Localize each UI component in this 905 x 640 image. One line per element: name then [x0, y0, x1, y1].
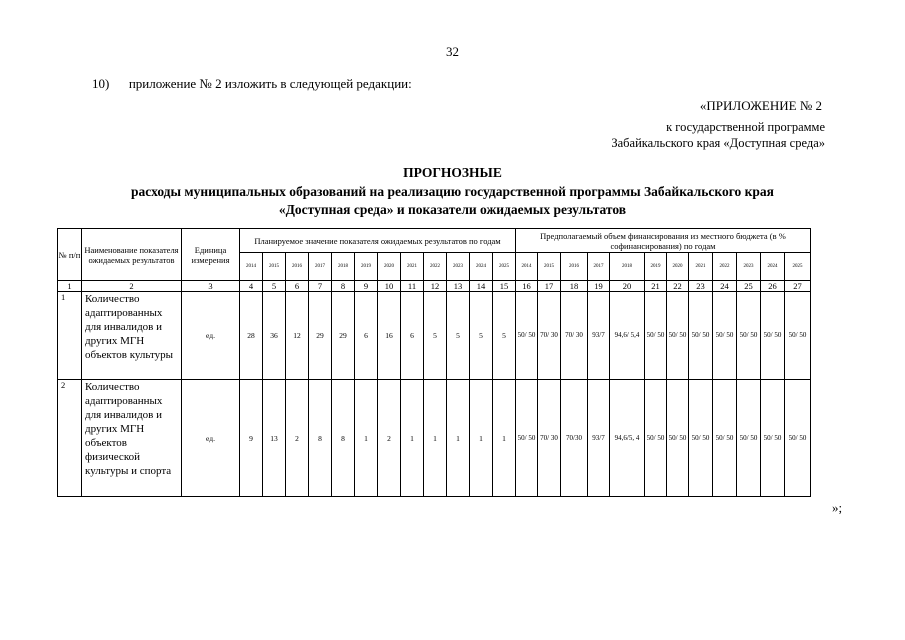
funding-year-header: 2019	[645, 253, 667, 281]
column-number: 24	[713, 281, 737, 292]
funding-value: 50/ 50	[761, 380, 785, 497]
header-unit: Единица измерения	[182, 229, 240, 281]
funding-value: 50/ 50	[713, 380, 737, 497]
planned-value: 1	[401, 380, 424, 497]
funding-value: 94,6/5, 4	[610, 380, 645, 497]
document-heading: ПРОГНОЗНЫЕ	[403, 165, 502, 180]
column-number: 27	[785, 281, 811, 292]
funding-year-header: 2018	[610, 253, 645, 281]
planned-value: 1	[355, 380, 378, 497]
funding-value: 50/ 50	[689, 380, 713, 497]
forecast-table	[57, 228, 811, 497]
funding-year-header: 2020	[667, 253, 689, 281]
planned-value: 2	[286, 380, 309, 497]
planned-value: 36	[263, 292, 286, 380]
planned-value: 1	[493, 380, 516, 497]
header-row-top	[58, 229, 811, 253]
planned-value: 1	[447, 380, 470, 497]
column-number: 7	[309, 281, 332, 292]
unit-cell: ед.	[182, 292, 240, 380]
funding-value: 50/ 50	[737, 380, 761, 497]
funding-year-header: 2024	[761, 253, 785, 281]
column-number: 4	[240, 281, 263, 292]
column-number: 23	[689, 281, 713, 292]
appendix-line-1: к государственной программе	[666, 120, 825, 134]
funding-value: 93/7	[588, 380, 610, 497]
column-number: 10	[378, 281, 401, 292]
planned-value: 9	[240, 380, 263, 497]
amendment-item: 10) приложение № 2 изложить в следующей редакции:	[92, 76, 412, 91]
funding-year-header: 2021	[689, 253, 713, 281]
planned-value: 6	[401, 292, 424, 380]
funding-value: 93/7	[588, 292, 610, 380]
funding-value: 50/ 50	[785, 380, 811, 497]
column-number: 20	[610, 281, 645, 292]
planned-year-header: 2020	[378, 253, 401, 281]
planned-value: 5	[447, 292, 470, 380]
unit-cell: ед.	[182, 380, 240, 497]
funding-year-header: 2016	[561, 253, 588, 281]
column-number: 21	[645, 281, 667, 292]
funding-value: 94,6/ 5,4	[610, 292, 645, 380]
planned-value: 8	[309, 380, 332, 497]
planned-year-header: 2016	[286, 253, 309, 281]
planned-year-header: 2018	[332, 253, 355, 281]
planned-year-header: 2019	[355, 253, 378, 281]
column-number: 11	[401, 281, 424, 292]
planned-year-header: 2017	[309, 253, 332, 281]
column-number: 9	[355, 281, 378, 292]
funding-value: 50/ 50	[645, 292, 667, 380]
appendix-subtitle	[611, 120, 825, 151]
funding-value: 50/ 50	[785, 292, 811, 380]
column-number: 19	[588, 281, 610, 292]
planned-value: 29	[309, 292, 332, 380]
column-number: 15	[493, 281, 516, 292]
planned-year-header: 2023	[447, 253, 470, 281]
funding-year-header: 2023	[737, 253, 761, 281]
column-number: 13	[447, 281, 470, 292]
table-row	[58, 380, 811, 497]
table-row	[58, 292, 811, 380]
planned-value: 5	[493, 292, 516, 380]
document-subheading	[0, 183, 905, 219]
funding-value: 70/ 30	[538, 292, 561, 380]
funding-year-header: 2022	[713, 253, 737, 281]
row-number: 2	[58, 380, 82, 497]
planned-year-header: 2025	[493, 253, 516, 281]
funding-value: 50/ 50	[667, 292, 689, 380]
funding-year-header: 2015	[538, 253, 561, 281]
funding-value: 50/ 50	[516, 380, 538, 497]
header-planned-group: Планируемое значение показателя ожидаемых результатов по годам	[240, 229, 516, 253]
appendix-title: «ПРИЛОЖЕНИЕ № 2	[699, 98, 822, 113]
header-num: № п/п	[58, 229, 82, 281]
indicator-name: Количество адаптированных для инвалидов и других МГН объектов культуры	[82, 292, 182, 380]
header-funding-group: Предполагаемый объем финансирования из местного бюджета (в % софинансирования) по годам	[516, 229, 811, 253]
column-number: 17	[538, 281, 561, 292]
funding-year-header: 2025	[785, 253, 811, 281]
appendix-line-2: Забайкальского края «Доступная среда»	[611, 135, 825, 150]
planned-value: 5	[470, 292, 493, 380]
column-number: 16	[516, 281, 538, 292]
funding-value: 50/ 50	[516, 292, 538, 380]
funding-value: 70/ 30	[538, 380, 561, 497]
planned-year-header: 2014	[240, 253, 263, 281]
planned-value: 8	[332, 380, 355, 497]
funding-value: 50/ 50	[737, 292, 761, 380]
funding-year-header: 2014	[516, 253, 538, 281]
column-number: 2	[82, 281, 182, 292]
funding-value: 50/ 50	[645, 380, 667, 497]
column-number-row	[58, 281, 811, 292]
planned-value: 2	[378, 380, 401, 497]
funding-value: 70/30	[561, 380, 588, 497]
funding-value: 50/ 50	[761, 292, 785, 380]
header-name: Наименование показателя ожидаемых результатов	[82, 229, 182, 281]
planned-year-header: 2024	[470, 253, 493, 281]
planned-year-header: 2022	[424, 253, 447, 281]
planned-value: 5	[424, 292, 447, 380]
column-number: 18	[561, 281, 588, 292]
column-number: 3	[182, 281, 240, 292]
subheading-line-1: расходы муниципальных образований на реализацию государственной программы Забайкальского края	[131, 184, 774, 199]
page-number: 32	[446, 44, 459, 59]
column-number: 26	[761, 281, 785, 292]
planned-value: 12	[286, 292, 309, 380]
planned-value: 13	[263, 380, 286, 497]
planned-value: 28	[240, 292, 263, 380]
column-number: 22	[667, 281, 689, 292]
planned-value: 1	[424, 380, 447, 497]
column-number: 1	[58, 281, 82, 292]
closing-quote: »;	[832, 500, 843, 515]
row-number: 1	[58, 292, 82, 380]
planned-value: 29	[332, 292, 355, 380]
funding-value: 50/ 50	[667, 380, 689, 497]
funding-value: 50/ 50	[689, 292, 713, 380]
subheading-line-2: «Доступная среда» и показатели ожидаемых результатов	[278, 202, 627, 217]
funding-value: 70/ 30	[561, 292, 588, 380]
column-number: 25	[737, 281, 761, 292]
planned-value: 16	[378, 292, 401, 380]
planned-year-header: 2021	[401, 253, 424, 281]
funding-value: 50/ 50	[713, 292, 737, 380]
column-number: 6	[286, 281, 309, 292]
planned-value: 1	[470, 380, 493, 497]
column-number: 8	[332, 281, 355, 292]
column-number: 5	[263, 281, 286, 292]
indicator-name: Количество адаптированных для инвалидов и других МГН объектов физической культуры и спорта	[82, 380, 182, 497]
column-number: 14	[470, 281, 493, 292]
planned-year-header: 2015	[263, 253, 286, 281]
planned-value: 6	[355, 292, 378, 380]
column-number: 12	[424, 281, 447, 292]
funding-year-header: 2017	[588, 253, 610, 281]
